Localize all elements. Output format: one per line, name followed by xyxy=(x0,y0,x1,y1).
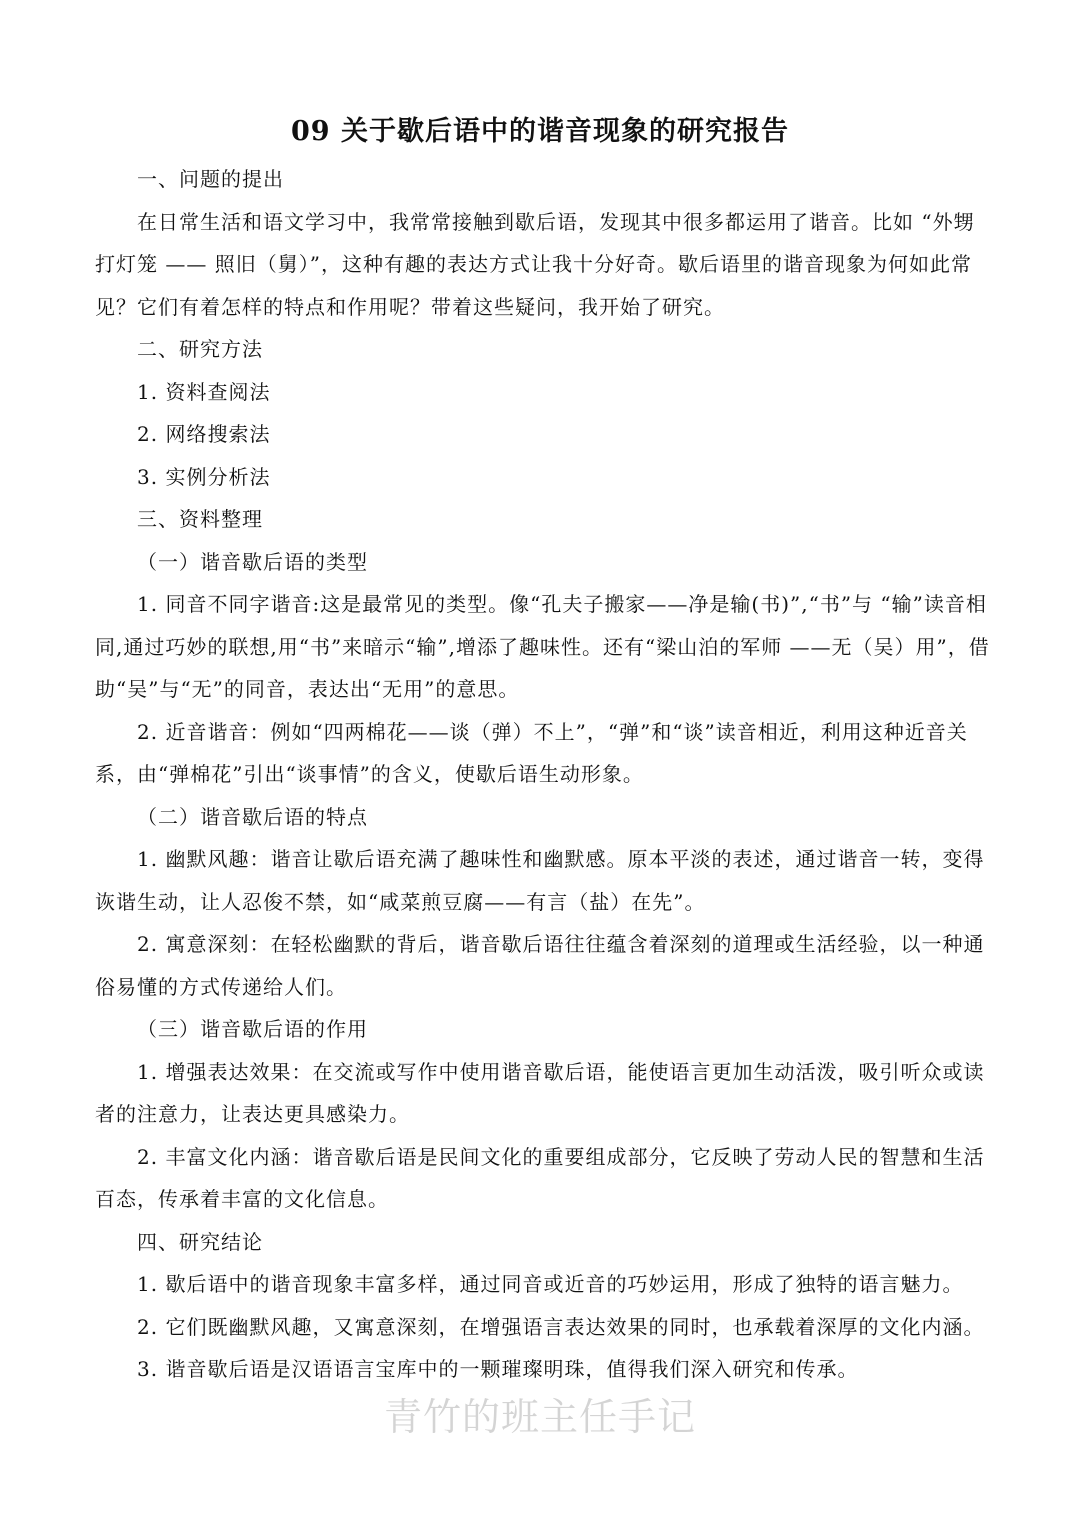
paragraph-near-homophone-type: 2. 近音谐音：例如“四两棉花——谈（弹）不上”，“弹”和“谈”读音相近，利用这种近音关系，由“弹棉花”引出“谈事情”的含义，使歇后语生动形象。 xyxy=(95,719,968,786)
conclusion-item: 3. 谐音歇后语是汉语语言宝库中的一颗璀璨明珠，值得我们深入研究和传承。 xyxy=(137,1357,859,1381)
paragraph-feature-meaning: 2. 寓意深刻：在轻松幽默的背后，谐音歇后语往往蕴含着深刻的道理或生活经验，以一种通俗易懂的方式传递给人们。 xyxy=(95,932,985,999)
method-item: 1. 资料查阅法 xyxy=(137,379,271,404)
paragraph-feature-humor: 1. 幽默风趣：谐音让歇后语充满了趣味性和幽默感。原本平淡的表述，通过谐音一转，变得诙谐生动，让人忍俊不禁，如“咸菜煎豆腐——有言（盐）在先”。 xyxy=(95,847,985,914)
document-title: 09 关于歇后语中的谐音现象的研究报告 xyxy=(291,116,789,147)
method-item: 2. 网络搜索法 xyxy=(137,422,271,446)
subheading-types: （一）谐音歇后语的类型 xyxy=(137,549,368,574)
section-heading-conclusion: 四、研究结论 xyxy=(137,1229,263,1254)
subheading-functions: （三）谐音歇后语的作用 xyxy=(137,1017,368,1041)
watermark-text: 青竹的班主任手记 xyxy=(383,1395,696,1439)
section-heading-materials: 三、资料整理 xyxy=(137,507,263,531)
subheading-features: （二）谐音歇后语的特点 xyxy=(137,804,368,829)
section-heading-problem: 一、问题的提出 xyxy=(137,167,284,191)
document-body xyxy=(95,158,990,1391)
method-item: 3. 实例分析法 xyxy=(137,464,271,489)
conclusion-item: 1. 歇后语中的谐音现象丰富多样，通过同音或近音的巧妙运用，形成了独特的语言魅力。 xyxy=(137,1272,964,1296)
paragraph-homophone-type: 1. 同音不同字谐音:这是最常见的类型。像“孔夫子搬家——净是输(书)”,“书”与 “输”读音相同,通过巧妙的联想,用“书”来暗示“输”,增添了趣味性。还有“梁山泊的军师 ——无（吴）用”，借助“吴”与“无”的同音，表达出“无用”的意思。 xyxy=(95,592,990,701)
paragraph-problem: 在日常生活和语文学习中，我常常接触到歇后语，发现其中很多都运用了谐音。比如 “外甥打灯笼 —— 照旧（舅）”，这种有趣的表达方式让我十分好奇。歇后语里的谐音现象为何如此常见？它们有着怎样的特点和作用呢？带着这些疑问，我开始了研究。 xyxy=(95,209,975,319)
paragraph-function-culture: 2. 丰富文化内涵：谐音歇后语是民间文化的重要组成部分，它反映了劳动人民的智慧和生活百态，传承着丰富的文化信息。 xyxy=(95,1144,985,1211)
paragraph-function-expression: 1. 增强表达效果：在交流或写作中使用谐音歇后语，能使语言更加生动活泼，吸引听众或读者的注意力，让表达更具感染力。 xyxy=(95,1059,985,1126)
conclusion-item: 2. 它们既幽默风趣，又寓意深刻，在增强语言表达效果的同时，也承载着深厚的文化内涵。 xyxy=(137,1314,985,1339)
section-heading-methods: 二、研究方法 xyxy=(137,337,263,361)
